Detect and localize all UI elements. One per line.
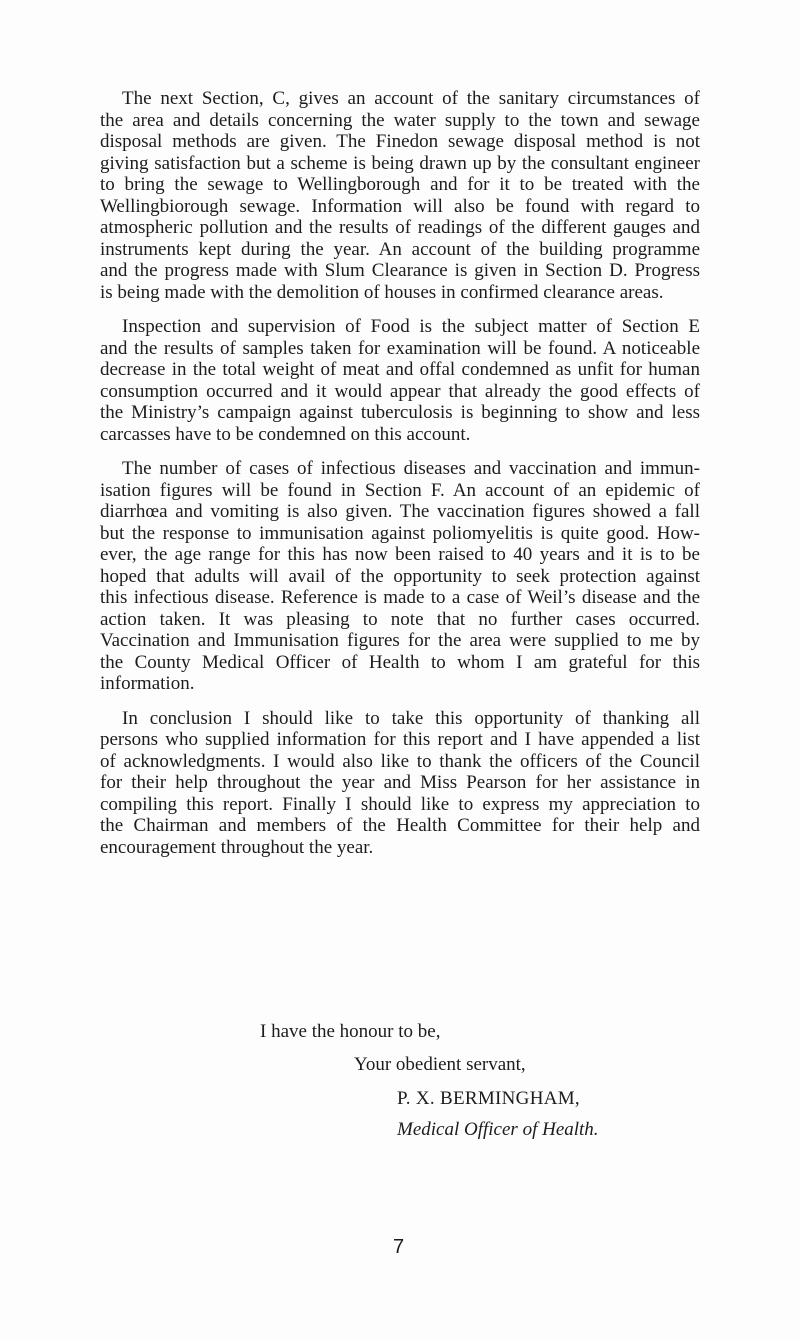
text-line: Vaccination and Immunisation figures for the area were supplied to me by [100, 630, 700, 651]
text-line: The next Section, C, gives an account of the sanitary circumstances of [122, 88, 700, 109]
paragraph [100, 88, 700, 303]
closing-salutation: I have the honour to be, [260, 1021, 441, 1042]
text-line: instruments kept during the year. An account of the building programme [100, 238, 700, 260]
text-line: the County Medical Officer of Health to whom I am grateful for this [100, 651, 700, 673]
closing-complimentary: Your obedient servant, [354, 1054, 526, 1075]
text-line: giving satisfaction but a scheme is being drawn up by the consultant engineer [100, 152, 700, 174]
text-line: action taken. It was pleasing to note that no further cases occurred. [100, 608, 700, 630]
text-line: for their help throughout the year and Miss Pearson for her assistance in [100, 772, 700, 793]
text-line: carcasses have to be condemned on this account. [100, 423, 471, 445]
text-line: The number of cases of infectious diseases and vaccination and immun- [122, 458, 700, 479]
text-line: information. [100, 673, 195, 694]
text-line: atmospheric pollution and the results of readings of the different gauges and [100, 217, 700, 238]
text-line: is being made with the demolition of houses in confirmed clearance areas. [100, 281, 664, 303]
text-line: but the response to immunisation against poliomyelitis is quite good. How- [100, 522, 700, 544]
text-line: disposal methods are given. The Finedon sewage disposal method is not [100, 131, 700, 152]
paragraph [100, 708, 700, 859]
paragraph [100, 458, 700, 695]
text-line: decrease in the total weight of meat and offal condemned as unfit for human [100, 359, 700, 380]
paragraph [100, 316, 700, 445]
text-line: In conclusion I should like to take this opportunity of thanking all [122, 707, 700, 729]
text-line: and the progress made with Slum Clearance is given in Section D. Progress [100, 260, 700, 281]
text-line: and the results of samples taken for examination will be found. A noticeable [100, 337, 700, 359]
text-line: Wellingbiorough sewage. Information will also be found with regard to [100, 195, 700, 217]
text-line: diarrhœa and vomiting is also given. The vaccination figures showed a fall [100, 501, 700, 522]
text-line: Inspection and supervision of Food is the subject matter of Section E [122, 316, 700, 337]
text-line: hoped that adults will avail of the opportunity to seek protection against [100, 565, 700, 587]
text-line: ever, the age range for this has now been raised to 40 years and it is to be [100, 544, 700, 565]
page-number: 7 [393, 1236, 405, 1258]
text-line: isation figures will be found in Section F. An account of an epidemic of [100, 479, 700, 501]
text-line: persons who supplied information for this report and I have appended a list [100, 729, 700, 750]
text-line: to bring the sewage to Wellingborough and for it to be treated with the [100, 174, 700, 195]
signatory-title: Medical Officer of Health. [397, 1119, 599, 1140]
text-line: compiling this report. Finally I should like to express my appreciation to [100, 793, 700, 815]
text-line: of acknowledgments. I would also like to thank the officers of the Council [100, 750, 700, 772]
text-line: the Chairman and members of the Health Committee for their help and [100, 815, 700, 836]
body-text [100, 88, 700, 858]
text-line: this infectious disease. Reference is made to a case of Weil’s disease and the [100, 587, 700, 608]
text-line: encouragement throughout the year. [100, 836, 374, 858]
text-line: the area and details concerning the water supply to the town and sewage [100, 109, 700, 131]
signatory-name: P. X. BERMINGHAM, [397, 1088, 580, 1109]
text-line: the Ministry’s campaign against tuberculosis is beginning to show and less [100, 402, 700, 423]
text-line: consumption occurred and it would appear that already the good effects of [100, 380, 700, 402]
document-page [100, 88, 700, 871]
